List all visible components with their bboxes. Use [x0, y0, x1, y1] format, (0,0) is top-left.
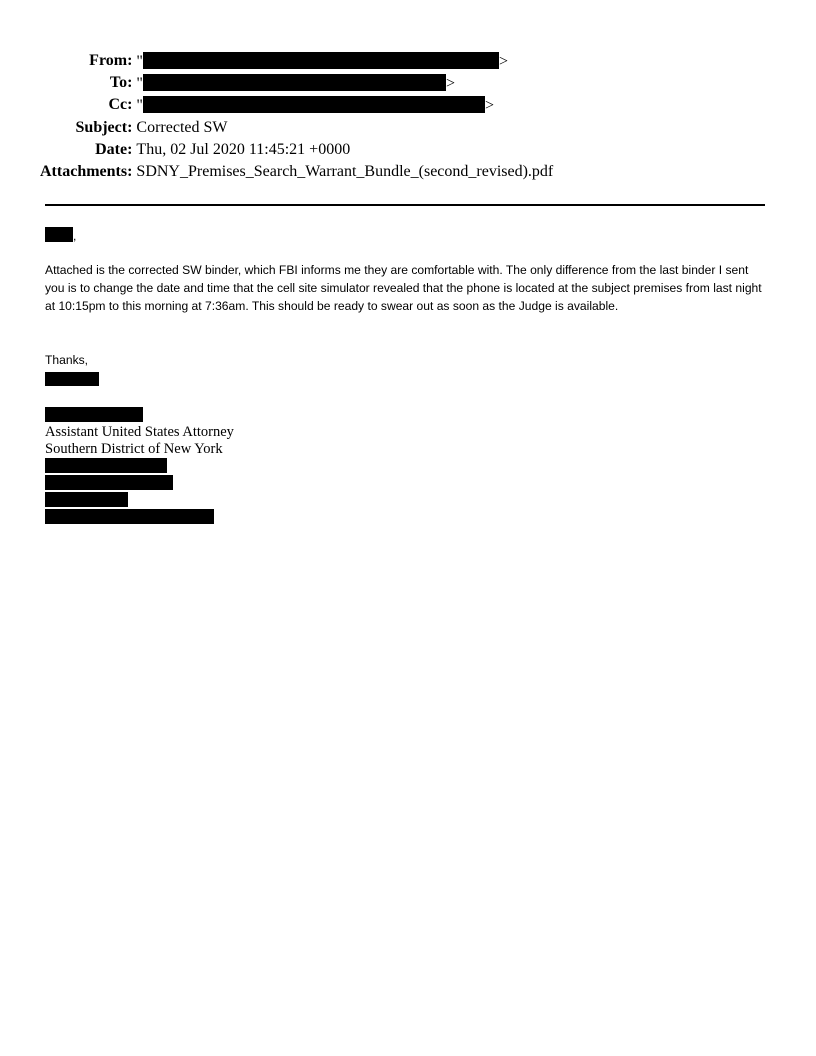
sender-name-redaction [45, 372, 99, 386]
email-header [40, 50, 553, 183]
to-quote: " [136, 74, 143, 92]
from-row [40, 50, 553, 72]
to-value [136, 72, 553, 94]
signature-name-redaction [45, 407, 143, 422]
to-redaction [143, 74, 446, 91]
greeting-name-redaction [45, 227, 73, 242]
from-suffix: > [498, 52, 508, 70]
signature-city-redaction [45, 475, 173, 490]
signature-address-redaction [45, 458, 167, 473]
cc-quote: " [136, 96, 143, 114]
greeting-comma: , [73, 229, 77, 243]
signature-office: Southern District of New York [45, 441, 223, 457]
date-value: Thu, 02 Jul 2020 11:45:21 +0000 [136, 140, 351, 158]
closing: Thanks, [45, 353, 89, 367]
date-row [40, 139, 553, 161]
signature-email-redaction [45, 509, 214, 524]
from-redaction [143, 52, 499, 69]
cc-value [136, 94, 553, 116]
date-label: Date: [95, 140, 133, 158]
signature-phone-redaction [45, 492, 128, 507]
attachment-link[interactable]: SDNY_Premises_Search_Warrant_Bundle_(second_revised).pdf [136, 163, 554, 181]
subject-label: Subject: [75, 118, 133, 136]
from-value [136, 50, 553, 72]
cc-redaction [143, 96, 485, 113]
cc-row [40, 94, 553, 116]
from-label: From: [89, 52, 133, 70]
cc-label: Cc: [108, 96, 133, 114]
subject-row [40, 117, 553, 139]
to-label: To: [109, 74, 133, 92]
attachments-row [40, 161, 553, 183]
message-body: Attached is the corrected SW binder, which FBI informs me they are comfortable with. The only difference from the last binder I sent you is to change the date and time that the cell site simulator revealed that the phone is located at the subject premises from last night at 10:15pm to this morning at 7:36am. This should be ready to swear out as soon as the Judge is available. [45, 263, 762, 313]
signature-title: Assistant United States Attorney [45, 424, 234, 440]
cc-suffix: > [484, 96, 494, 114]
attachments-label: Attachments: [40, 163, 133, 181]
from-quote: " [136, 52, 143, 70]
greeting [45, 227, 76, 245]
to-suffix: > [445, 74, 455, 92]
subject-value: Corrected SW [136, 118, 228, 136]
header-divider [45, 204, 765, 206]
to-row [40, 72, 553, 94]
